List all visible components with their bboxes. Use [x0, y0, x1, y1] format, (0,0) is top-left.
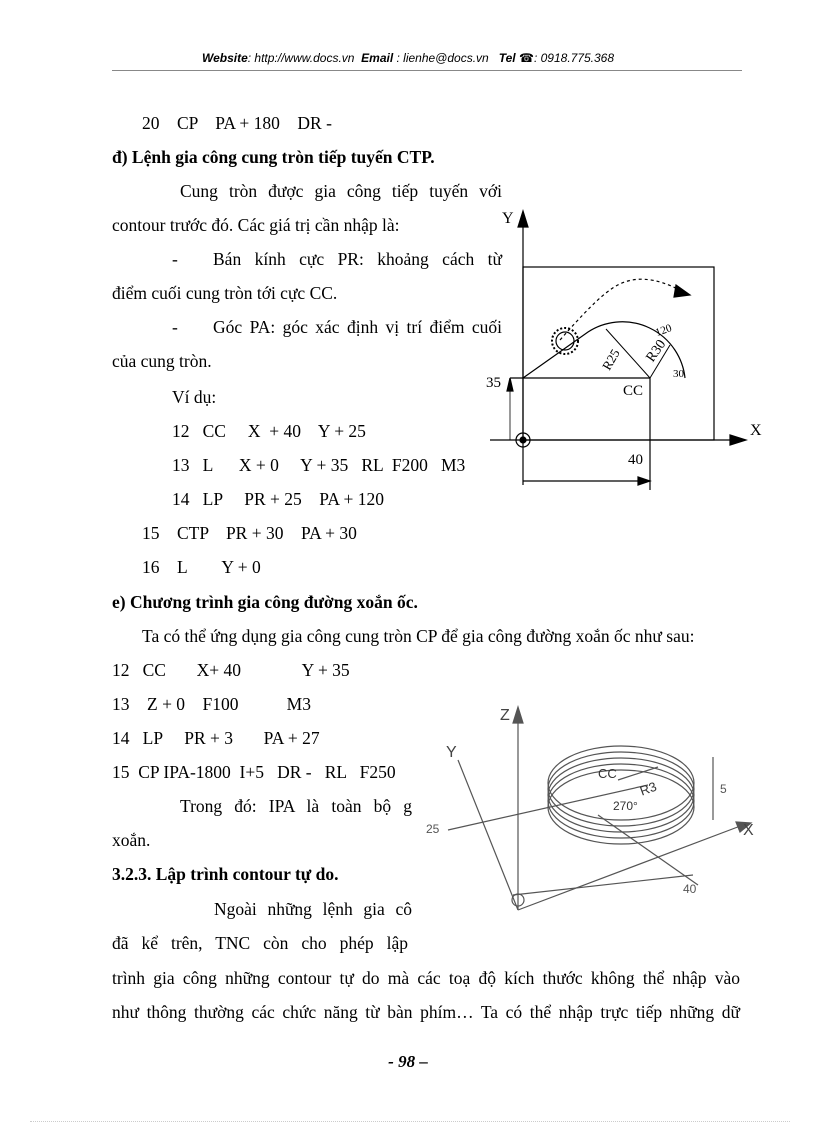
page-header	[0, 51, 816, 65]
section-heading-helix: e) Chương trình gia công đường xoắn ốc.	[112, 592, 418, 612]
helix-line-14: 14 LP PR + 3 PA + 27	[112, 728, 320, 748]
paragraph-free-2: đã kể trên, TNC còn cho phép lập	[112, 933, 408, 953]
helix-line-15: 15 CP IPA-1800 I+5 DR - RL F250	[112, 762, 396, 782]
fig2-z-label: Z	[500, 707, 510, 724]
paragraph-ipa-1: Trong đó: IPA là toàn bộ g	[180, 796, 412, 816]
fig1-cc: CC	[623, 383, 644, 399]
paragraph-ctp-1: Cung tròn được gia công tiếp tuyến với	[180, 181, 502, 201]
fig2-y-label: Y	[446, 744, 457, 761]
fig1-y35: 35	[486, 375, 501, 391]
fig1-y-label: Y	[502, 210, 514, 227]
code-line-16: 16 L Y + 0	[142, 557, 261, 577]
fig1-x40: 40	[628, 452, 643, 468]
code-line-20: 20 CP PA + 180 DR -	[142, 113, 332, 133]
email-label: Email	[361, 51, 394, 65]
fig2-cc: CC	[598, 766, 617, 781]
fig2-angle: 270°	[613, 799, 638, 813]
fig2-h5: 5	[720, 782, 727, 796]
email-value: : lienhe@docs.vn	[393, 51, 489, 65]
fig2-x-label: X	[743, 822, 754, 839]
fig1-angle-120: 120	[653, 322, 674, 340]
paragraph-free-3: trình gia công những contour tự do mà các toạ độ kích thước không thể nhập vào	[112, 968, 740, 988]
bullet-pr-1: Bán kính cực PR: khoảng cách từ	[213, 249, 502, 269]
website-value: : http://www.docs.vn	[247, 51, 355, 65]
fig1-r25: R25	[598, 346, 623, 373]
fig2-r3: R3	[637, 778, 659, 799]
bullet-pa-1: Góc PA: góc xác định vị trí điểm cuối	[213, 317, 502, 337]
website-label: Website	[201, 51, 248, 65]
fig1-angle-30: 30	[673, 368, 684, 380]
header-divider	[112, 70, 742, 71]
paragraph-ctp-2: contour trước đó. Các giá trị cần nhập là:	[112, 215, 400, 235]
bullet-dash: -	[172, 317, 178, 337]
phone-icon: ☎	[519, 51, 534, 65]
tel-value: : 0918.775.368	[533, 51, 615, 65]
footer-divider	[30, 1121, 790, 1122]
fig1-r30: R30	[643, 337, 670, 366]
code-line-12: 12 CC X + 40 Y + 25	[172, 421, 366, 441]
example-label: Ví dụ:	[172, 387, 217, 407]
paragraph-free-4: như thông thường các chức năng từ bàn phím… Ta có thể nhập trực tiếp những dữ	[112, 1002, 740, 1022]
helix-line-12: 12 CC X+ 40 Y + 35	[112, 660, 350, 680]
section-heading-ctp: đ) Lệnh gia công cung tròn tiếp tuyến CTP.	[112, 147, 435, 167]
code-line-14: 14 LP PR + 25 PA + 120	[172, 489, 384, 509]
paragraph-ipa-2: xoắn.	[112, 830, 151, 850]
section-heading-323: 3.2.3. Lập trình contour tự do.	[112, 864, 339, 884]
bullet-pa-2: của cung tròn.	[112, 351, 212, 371]
bullet-dash: -	[172, 249, 178, 269]
tel-label: Tel	[498, 51, 516, 65]
fig2-y25: 25	[426, 822, 440, 836]
fig1-x-label: X	[750, 422, 762, 439]
paragraph-free-1: Ngoài những lệnh gia cô	[214, 899, 412, 919]
bullet-pr-2: điểm cuối cung tròn tới cực CC.	[112, 283, 338, 303]
helix-line-13: 13 Z + 0 F100 M3	[112, 694, 311, 714]
helix-figure	[418, 695, 768, 935]
ctp-figure	[480, 205, 770, 495]
x-axis-arrow	[730, 435, 746, 445]
code-line-13: 13 L X + 0 Y + 35 RL F200 M3	[172, 455, 466, 475]
page-number: - 98 –	[388, 1052, 428, 1071]
code-line-15: 15 CTP PR + 30 PA + 30	[142, 523, 357, 543]
paragraph-helix: Ta có thể ứng dụng gia công cung tròn CP để gia công đường xoắn ốc như sau:	[142, 626, 695, 646]
fig2-x40: 40	[683, 882, 697, 896]
y-axis-arrow	[518, 211, 528, 227]
y-axis-line	[458, 760, 518, 910]
